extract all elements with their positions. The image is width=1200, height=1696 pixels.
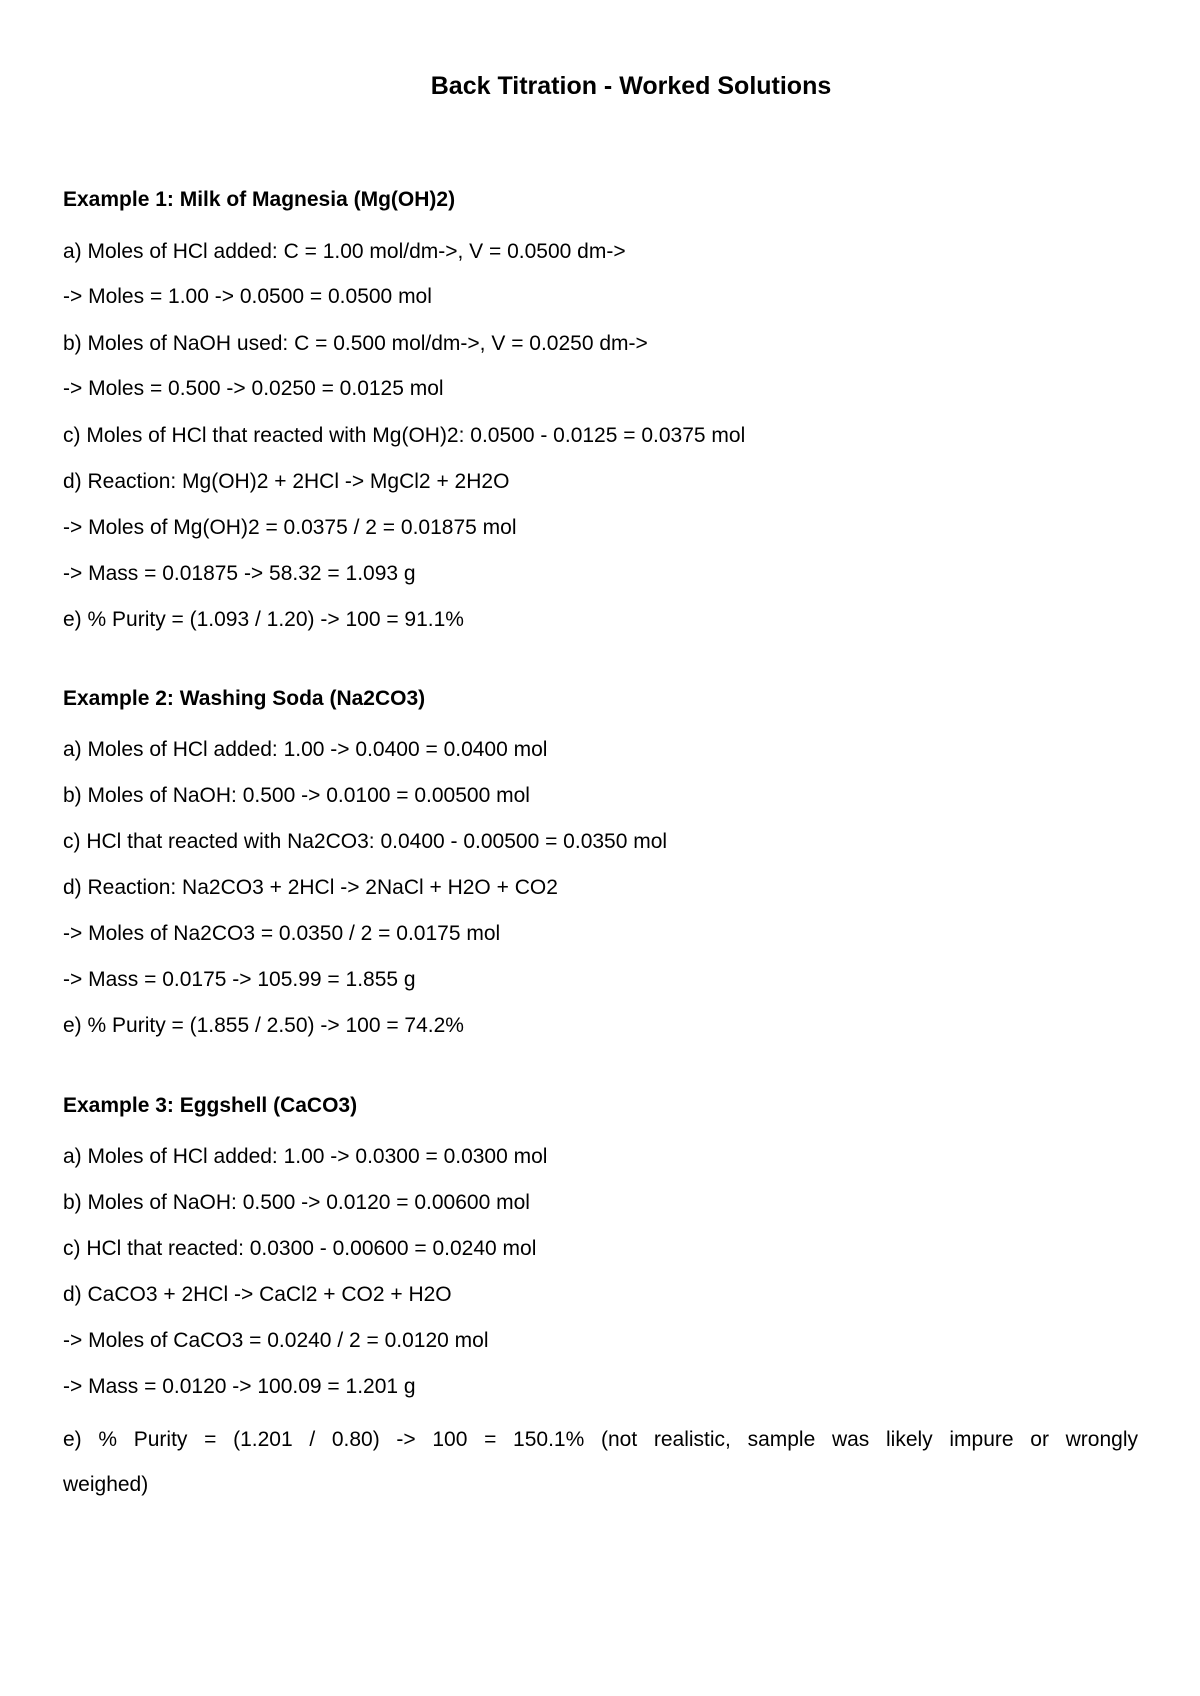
- example-2-line-d-moles: -> Moles of Na2CO3 = 0.0350 / 2 = 0.0175 mol: [63, 922, 501, 945]
- example-2-line-e: e) % Purity = (1.855 / 2.50) -> 100 = 74.2%: [63, 1014, 464, 1037]
- example-1-line-d: d) Reaction: Mg(OH)2 + 2HCl -> MgCl2 + 2H2O: [63, 470, 510, 493]
- example-1-line-b-calc: -> Moles = 0.500 -> 0.0250 = 0.0125 mol: [63, 377, 444, 400]
- example-2-line-b: b) Moles of NaOH: 0.500 -> 0.0100 = 0.00500 mol: [63, 784, 530, 807]
- example-1-line-b: b) Moles of NaOH used: C = 0.500 mol/dm->, V = 0.0250 dm->: [63, 332, 648, 355]
- example-1-line-a: a) Moles of HCl added: C = 1.00 mol/dm->, V = 0.0500 dm->: [63, 240, 626, 263]
- example-1-line-d-mass: -> Mass = 0.01875 -> 58.32 = 1.093 g: [63, 562, 416, 585]
- example-1-heading: Example 1: Milk of Magnesia (Mg(OH)2): [63, 188, 456, 211]
- example-3-line-e-continued: weighed): [63, 1473, 149, 1496]
- example-3-line-b: b) Moles of NaOH: 0.500 -> 0.0120 = 0.00600 mol: [63, 1191, 530, 1214]
- example-1-line-e: e) % Purity = (1.093 / 1.20) -> 100 = 91.1%: [63, 608, 464, 631]
- example-3-line-c: c) HCl that reacted: 0.0300 - 0.00600 = 0.0240 mol: [63, 1237, 537, 1260]
- example-1-line-c: c) Moles of HCl that reacted with Mg(OH)2: 0.0500 - 0.0125 = 0.0375 mol: [63, 424, 746, 447]
- example-3-heading: Example 3: Eggshell (CaCO3): [63, 1094, 358, 1117]
- example-1-line-d-moles: -> Moles of Mg(OH)2 = 0.0375 / 2 = 0.01875 mol: [63, 516, 517, 539]
- example-3-line-d-moles: -> Moles of CaCO3 = 0.0240 / 2 = 0.0120 mol: [63, 1329, 489, 1352]
- example-2-line-d: d) Reaction: Na2CO3 + 2HCl -> 2NaCl + H2O + CO2: [63, 876, 558, 899]
- example-1-line-a-calc: -> Moles = 1.00 -> 0.0500 = 0.0500 mol: [63, 285, 432, 308]
- document-title: Back Titration - Worked Solutions: [430, 72, 832, 100]
- example-2-line-d-mass: -> Mass = 0.0175 -> 105.99 = 1.855 g: [63, 968, 416, 991]
- example-2-heading: Example 2: Washing Soda (Na2CO3): [63, 687, 426, 710]
- example-2-line-a: a) Moles of HCl added: 1.00 -> 0.0400 = 0.0400 mol: [63, 738, 548, 761]
- example-3-line-d: d) CaCO3 + 2HCl -> CaCl2 + CO2 + H2O: [63, 1283, 452, 1306]
- example-2-line-c: c) HCl that reacted with Na2CO3: 0.0400 - 0.00500 = 0.0350 mol: [63, 830, 668, 853]
- example-3-line-d-mass: -> Mass = 0.0120 -> 100.09 = 1.201 g: [63, 1375, 416, 1398]
- example-3-line-a: a) Moles of HCl added: 1.00 -> 0.0300 = 0.0300 mol: [63, 1145, 548, 1168]
- example-3-line-e: e) % Purity = (1.201 / 0.80) -> 100 = 150.1% (not realistic, sample was likely impure or wrongly: [63, 1428, 1138, 1451]
